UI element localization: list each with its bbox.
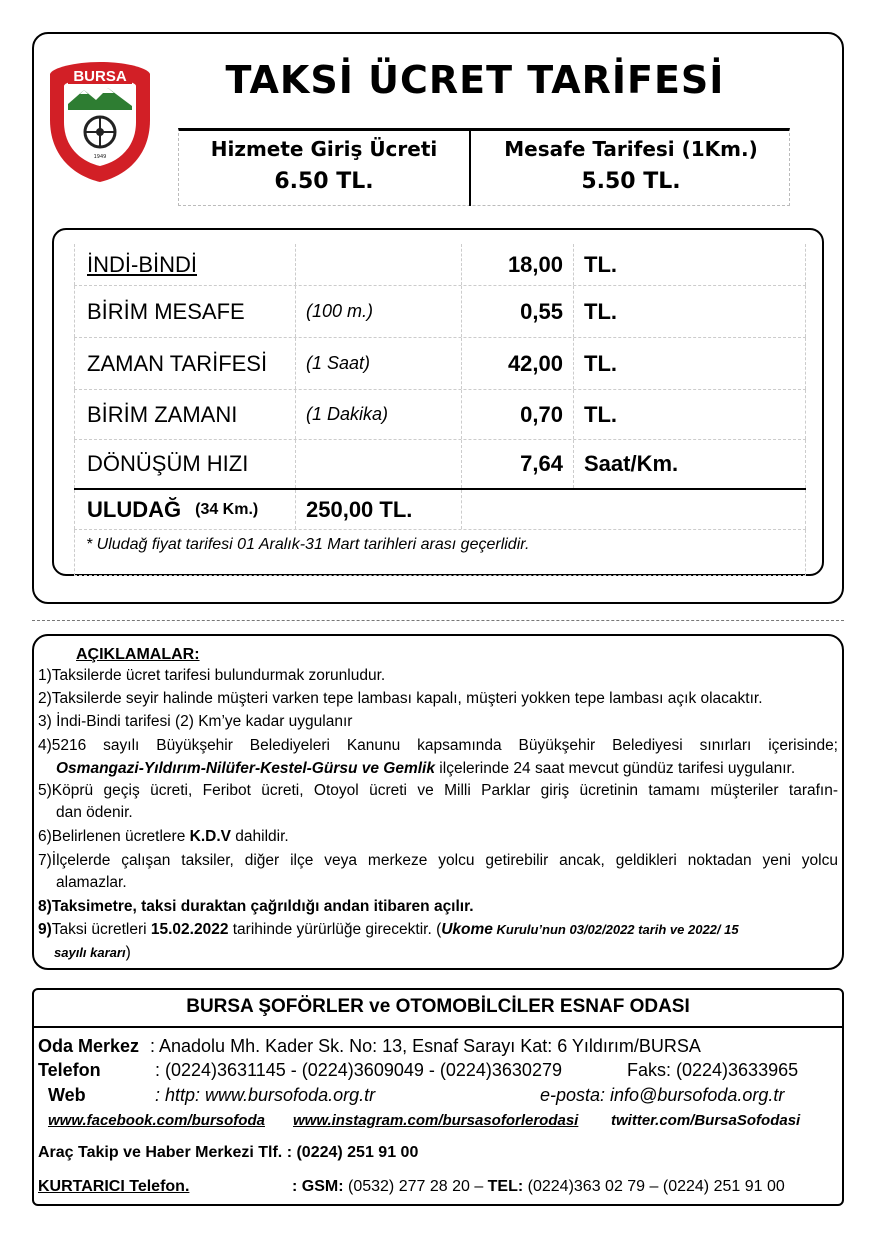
decision-text: Kurulu’nun 03/02/2022 tarih ve 2022/ 15	[492, 922, 739, 937]
row-value: 42,00	[462, 338, 574, 389]
uludag-km: (34 Km.)	[195, 500, 259, 518]
explanation-4-cont	[38, 758, 838, 780]
table-row	[74, 440, 806, 488]
explanations-title: AÇIKLAMALAR:	[76, 646, 200, 663]
districts-text: Osmangazi-Yıldırım-Nilüfer-Kestel-Gürsu ve Gemlik	[56, 760, 435, 777]
explanation-8: 8)Taksimetre, taksi duraktan çağrıldığı andan itibaren açılır.	[38, 898, 474, 915]
rescue-label: KURTARICI Telefon.	[38, 1178, 190, 1195]
effective-date: 15.02.2022	[150, 921, 229, 938]
table-row	[74, 244, 806, 286]
explanation-9-mid: tarihinde yürürlüğe girecektir. (	[228, 921, 442, 938]
svg-text:BURSA: BURSA	[73, 68, 127, 85]
tel-label: TEL:	[487, 1178, 524, 1195]
phone-label: Telefon	[38, 1060, 101, 1080]
email-link[interactable]: e-posta: info@bursofoda.org.tr	[540, 1085, 785, 1105]
hq-address: : Anadolu Mh. Kader Sk. No: 13, Esnaf Sarayı Kat: 6 Yıldırım/BURSA	[150, 1036, 701, 1056]
fax-number: Faks: (0224)3633965	[627, 1060, 799, 1080]
organization-name: BURSA ŞOFÖRLER ve OTOMOBİLCİLER ESNAF ODASI	[186, 996, 690, 1017]
explanation-9	[38, 919, 838, 941]
explanation-9-end: )	[125, 944, 131, 961]
uludag-cell	[74, 490, 296, 529]
row-note	[296, 440, 462, 488]
page-title: TAKSİ ÜCRET TARİFESİ	[225, 58, 725, 102]
table-row	[74, 286, 806, 338]
districts-rest: ilçelerinde 24 saat mevcut gündüz tarifesi uygulanır.	[435, 760, 796, 777]
explanation-4: 4)5216 sayılı Büyükşehir Belediyeleri Kanunu kapsamında Büyükşehir Belediyesi sınırları içerisinde;	[38, 737, 838, 754]
row-value: 7,64	[462, 440, 574, 488]
row-unit: TL.	[574, 286, 806, 337]
row-name: İNDİ-BİNDİ	[74, 244, 296, 285]
entry-fee-cell	[179, 131, 471, 206]
explanation-9-pre: Taksi ücretleri	[51, 921, 151, 938]
table-row	[74, 390, 806, 440]
explanation-5-cont: dan ödenir.	[56, 804, 133, 821]
row-value: 0,70	[462, 390, 574, 439]
row-note: (1 Dakika)	[296, 390, 462, 439]
row-unit: TL.	[574, 244, 806, 285]
explanation-7: 7)İlçelerde çalışan taksiler, diğer ilçe veya merkeze yolcu getirebilir ancak, geldikleri noktadan yeni yolcu	[38, 852, 838, 869]
explanation-6-pre: 6)Belirlenen ücretlere	[38, 828, 190, 845]
decision-text-2: sayılı kararı	[54, 945, 126, 960]
uludag-row	[74, 488, 806, 530]
row-name: BİRİM ZAMANI	[74, 390, 296, 439]
tracking-center-phone: Araç Takip ve Haber Merkezi Tlf. : (0224) 251 91 00	[38, 1144, 419, 1161]
explanation-1: 1)Taksilerde ücret tarifesi bulundurmak zorunludur.	[38, 667, 386, 684]
explanation-6	[38, 826, 838, 848]
row-note: (1 Saat)	[296, 338, 462, 389]
gsm-number: (0532) 277 28 20 –	[343, 1178, 488, 1195]
row-unit: Saat/Km.	[574, 440, 806, 488]
row-unit: TL.	[574, 338, 806, 389]
uludag-empty	[462, 490, 806, 529]
gsm-label: : GSM:	[292, 1178, 344, 1195]
distance-fee-value: 5.50 TL.	[581, 169, 681, 194]
instagram-link[interactable]: www.instagram.com/bursasoforlerodasi	[293, 1112, 579, 1129]
row-name: BİRİM MESAFE	[74, 286, 296, 337]
ukome-text: Ukome	[441, 921, 493, 938]
row-name: DÖNÜŞÜM HIZI	[74, 440, 296, 488]
divider	[32, 1026, 844, 1028]
explanation-6-post: dahildir.	[230, 828, 289, 845]
row-note: (100 m.)	[296, 286, 462, 337]
uludag-note: * Uludağ fiyat tarifesi 01 Aralık-31 Mart tarihleri arası geçerlidir.	[86, 536, 530, 553]
row-note	[296, 244, 462, 285]
web-label: Web	[48, 1085, 86, 1105]
entry-fee-label: Hizmete Giriş Ücreti	[210, 137, 438, 161]
entry-fee-value: 6.50 TL.	[274, 169, 374, 194]
explanation-7-cont: alamazlar.	[56, 874, 127, 891]
row-value: 0,55	[462, 286, 574, 337]
phone-numbers: : (0224)3631145 - (0224)3609049 - (0224)3630279	[155, 1060, 562, 1080]
tel-numbers: (0224)363 02 79 – (0224) 251 91 00	[523, 1178, 785, 1195]
explanation-3: 3) İndi-Bindi tarifesi (2) Km’ye kadar uygulanır	[38, 713, 353, 730]
kdv-text: K.D.V	[189, 828, 231, 845]
uludag-price: 250,00 TL.	[296, 490, 462, 529]
row-value: 18,00	[462, 244, 574, 285]
svg-text:1949: 1949	[93, 154, 107, 160]
chamber-logo	[48, 60, 152, 184]
twitter-link[interactable]: twitter.com/BursaSofodasi	[611, 1112, 801, 1129]
web-link[interactable]: : http: www.bursofoda.org.tr	[155, 1085, 376, 1105]
explanation-5: 5)Köprü geçiş ücreti, Feribot ücreti, Otoyol ücreti ve Milli Parklar giriş ücretinin tamamı müşteriler tarafın-	[38, 782, 838, 799]
distance-fee-cell	[473, 131, 789, 206]
facebook-link[interactable]: www.facebook.com/bursofoda	[48, 1112, 265, 1129]
explanation-2: 2)Taksilerde seyir halinde müşteri varken tepe lambası kapalı, müşteri yokken tepe lambası açık olacaktır.	[38, 690, 763, 707]
uludag-label: ULUDAĞ	[87, 496, 182, 522]
distance-fee-label: Mesafe Tarifesi (1Km.)	[504, 137, 758, 161]
rescue-phones	[292, 1178, 785, 1196]
divider	[32, 620, 844, 621]
table-row	[74, 338, 806, 390]
explanation-9-cont	[38, 942, 838, 964]
explanation-9-num: 9)	[38, 921, 52, 938]
row-unit: TL.	[574, 390, 806, 439]
base-fee-table	[178, 128, 790, 206]
hq-label: Oda Merkez	[38, 1036, 140, 1056]
row-name: ZAMAN TARİFESİ	[74, 338, 296, 389]
